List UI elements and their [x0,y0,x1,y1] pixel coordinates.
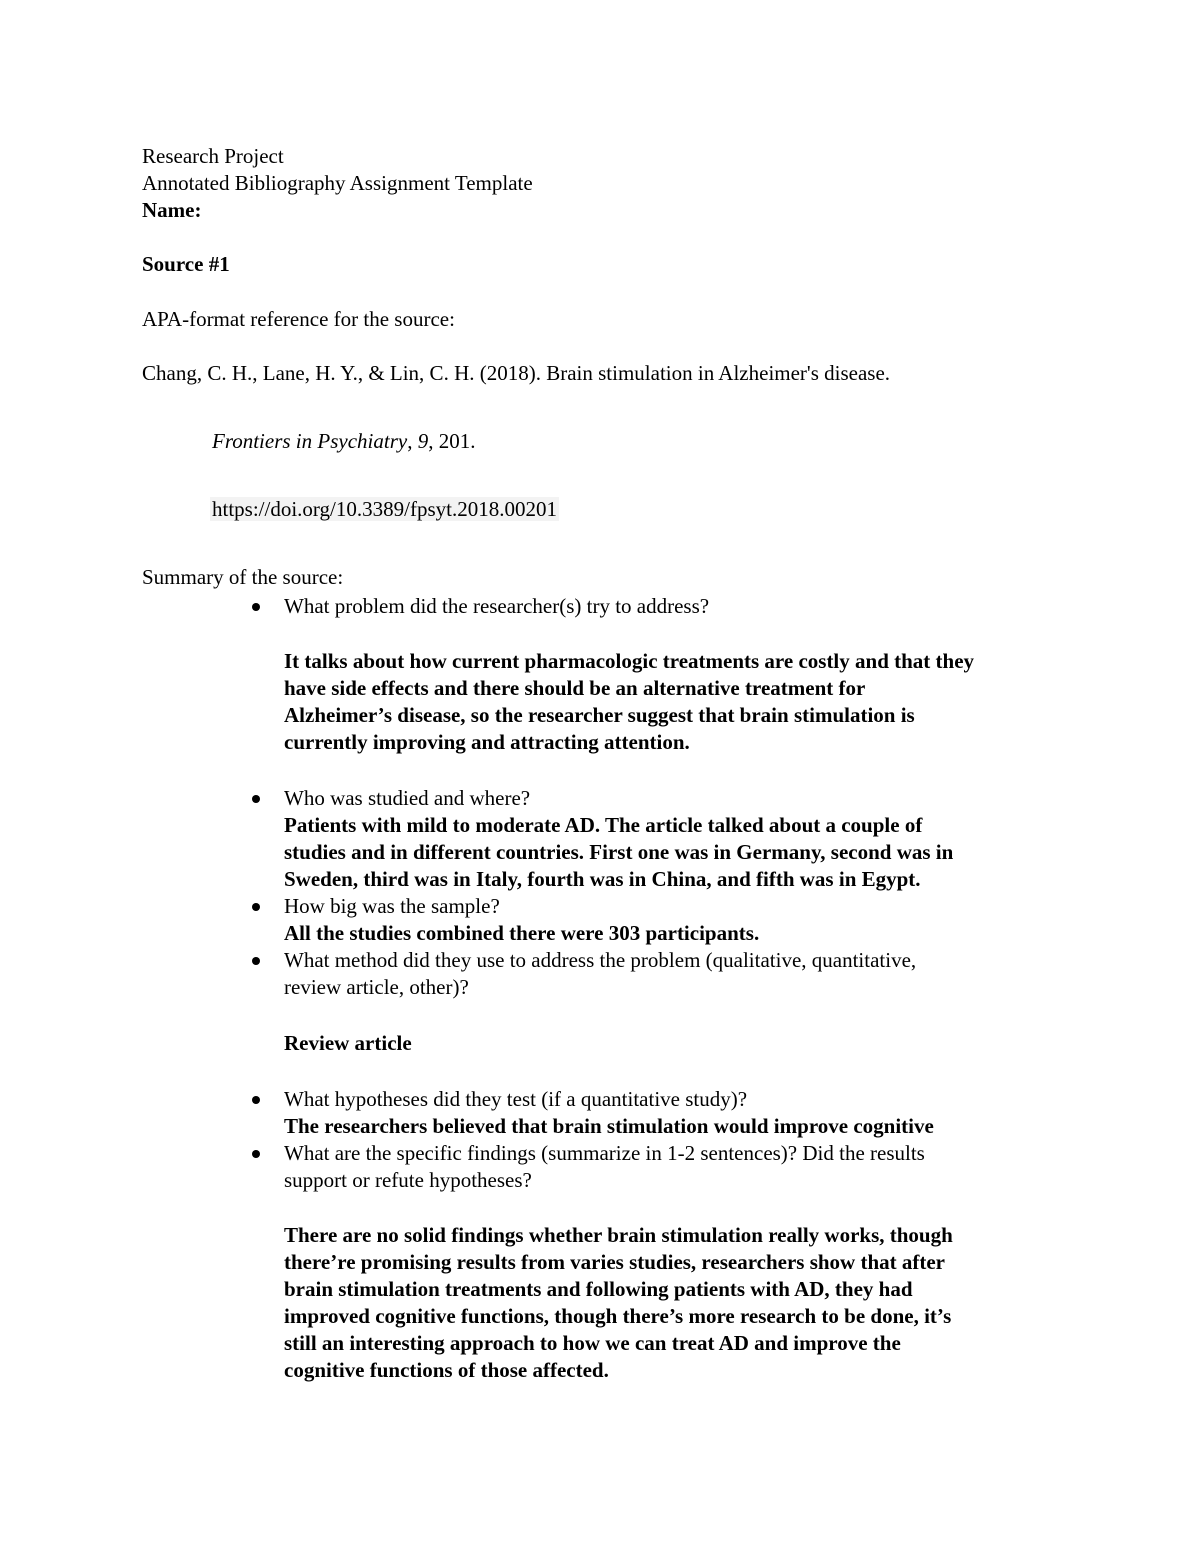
question-method-line2: review article, other)? [284,975,469,999]
answer-findings-line3: brain stimulation treatments and following patients with AD, they had [284,1277,913,1301]
journal-volume: 9 [417,429,429,453]
journal-pages: , 201. [428,429,476,453]
question-sample-size: How big was the sample? [284,894,500,918]
question-who-where: Who was studied and where? [284,786,531,810]
answer-problem-line1: It talks about how current pharmacologic treatments are costly and that they [284,649,975,673]
question-hypotheses: What hypotheses did they test (if a quantitative study)? [284,1087,748,1111]
answer-who-where-line3: Sweden, third was in Italy, fourth was in China, and fifth was in Egypt. [284,867,921,891]
name-label: Name: [142,198,202,222]
summary-label: Summary of the source: [142,565,344,589]
answer-who-where-line2: studies and in different countries. First one was in Germany, second was in [284,840,954,864]
bullet-icon [252,903,260,911]
answer-findings-line5: still an interesting approach to how we can treat AD and improve the [284,1331,901,1355]
answer-findings-line2: there’re promising results from varies studies, researchers show that after [284,1250,946,1274]
doi-link[interactable]: https://doi.org/10.3389/fpsyt.2018.00201 [212,497,557,521]
answer-findings-line6: cognitive functions of those affected. [284,1358,609,1382]
question-problem: What problem did the researcher(s) try to address? [284,594,710,618]
document-title: Research Project [142,144,284,168]
bullet-icon [252,603,260,611]
bullet-icon [252,1150,260,1158]
question-findings-line1: What are the specific findings (summarize in 1-2 sentences)? Did the results [284,1141,925,1165]
answer-method: Review article [284,1031,412,1055]
question-method-line1: What method did they use to address the problem (qualitative, quantitative, [284,948,917,972]
bullet-icon [252,957,260,965]
answer-hypotheses: The researchers believed that brain stimulation would improve cognitive [284,1114,934,1138]
answer-who-where-line1: Patients with mild to moderate AD. The article talked about a couple of [284,813,923,837]
bullet-icon [252,795,260,803]
apa-label: APA-format reference for the source: [142,307,455,331]
citation-journal-line [212,428,475,455]
answer-findings-line1: There are no solid findings whether brain stimulation really works, though [284,1223,953,1247]
citation-authors-title: Chang, C. H., Lane, H. Y., & Lin, C. H. (2018). Brain stimulation in Alzheimer's disease. [142,361,891,385]
bullet-icon [252,1096,260,1104]
question-findings-line2: support or refute hypotheses? [284,1168,532,1192]
answer-problem-line2: have side effects and there should be an alternative treatment for [284,676,866,700]
doi-line [210,496,559,523]
document-subtitle: Annotated Bibliography Assignment Template [142,171,533,195]
journal-separator: , [407,429,418,453]
answer-findings-line4: improved cognitive functions, though there’s more research to be done, it’s [284,1304,952,1328]
answer-problem-line3: Alzheimer’s disease, so the researcher suggest that brain stimulation is [284,703,915,727]
source-heading: Source #1 [142,252,230,276]
answer-problem-line4: currently improving and attracting attention. [284,730,690,754]
answer-sample-size: All the studies combined there were 303 participants. [284,921,760,945]
journal-name: Frontiers in Psychiatry [212,429,408,453]
